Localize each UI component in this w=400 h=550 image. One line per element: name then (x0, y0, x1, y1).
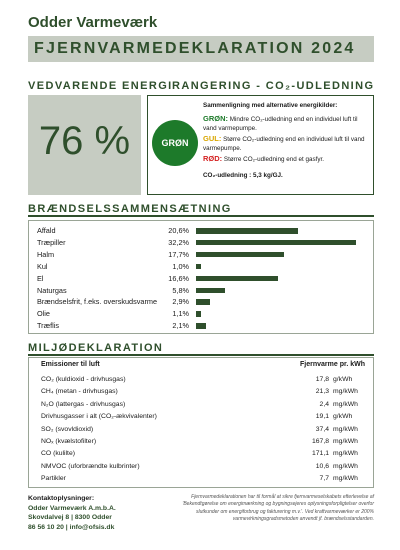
emission-label: CH₄ (metan - drivhusgas) (41, 388, 118, 396)
emission-row (29, 474, 373, 486)
emission-row (29, 449, 373, 461)
emissions-title: MILJØDEKLARATION (28, 342, 164, 354)
emission-label: SO₂ (svovldioxid) (41, 425, 94, 433)
fuel-bar (196, 264, 201, 270)
emission-label: NMVOC (uforbrændte kulbrinter) (41, 462, 140, 470)
fuel-row (29, 320, 373, 332)
fuel-row (29, 249, 373, 261)
fuel-value: 32,2% (168, 237, 189, 247)
rank-text-yellow: Større CO₂-udledning end en individuel luft til vand varmepumpe. (203, 135, 365, 153)
fuel-value: 1,1% (172, 309, 189, 319)
fuel-table (28, 220, 374, 334)
emission-value: 171,1 (311, 450, 329, 458)
fuel-bar (196, 311, 201, 317)
ranking-box (147, 95, 374, 195)
fuel-row (29, 273, 373, 285)
emission-label: Drivhusgasser i alt (CO₂-ækvivalenter) (41, 413, 157, 421)
fuel-value: 2,9% (172, 297, 189, 307)
fuel-divider (28, 215, 374, 217)
fuel-value: 17,7% (168, 249, 189, 259)
emission-unit: g/kWh (333, 413, 353, 421)
fuel-value: 16,6% (168, 273, 189, 283)
emission-label: N₂O (lattergas - drivhusgas) (41, 400, 126, 408)
emission-unit: mg/kWh (333, 475, 358, 483)
contact-line-1: Odder Varmeværk A.m.b.A. (28, 504, 116, 512)
emission-value: 21,3 (315, 388, 329, 396)
fuel-bar (196, 252, 284, 258)
fuel-name: Olie (37, 309, 50, 319)
emission-value: 37,4 (315, 425, 329, 433)
fuel-bar (196, 323, 206, 329)
green-badge: GRØN (152, 120, 198, 166)
fuel-title: BRÆNDSELSSAMMENSÆTNING (28, 203, 232, 215)
emission-unit: mg/kWh (333, 438, 358, 445)
fuel-bar (196, 228, 298, 234)
emission-value: 7,7 (319, 475, 329, 483)
emission-row (29, 400, 373, 412)
emission-value: 167,8 (311, 438, 329, 445)
emission-row (29, 387, 373, 399)
ranking-heading: Sammenligning med alternative energikilder: (203, 102, 338, 109)
contact-line-3: 86 56 10 20 | info@ofsis.dk (28, 523, 115, 531)
fuel-name: Halm (37, 249, 55, 259)
rank-item-green (203, 114, 371, 134)
emission-row (29, 425, 373, 437)
footnote: Fjernvarmedeklarationen har til formål at sikre fjernvarmeselskabets efterlevelse af 'Bekendtgørelse om energimærkning og bygningsejeres oplysningsforpligtelser overfor slutkunder om energiforbrug og fakturering m.v.'. Ved kraftvarmeværker er 200% varmevirkningsgradsmetoden anvendt jf. brændselsstandarden. (182, 494, 374, 523)
fuel-value: 5,8% (172, 285, 189, 295)
emission-unit: mg/kWh (333, 425, 358, 433)
ranking-text (203, 101, 371, 180)
emission-row (29, 412, 373, 424)
fuel-name: Naturgas (37, 285, 67, 295)
fuel-row (29, 308, 373, 320)
rank-text-red: Større CO₂-udledning end et gasfyr. (223, 155, 325, 163)
emission-row (29, 375, 373, 387)
fuel-bar (196, 288, 225, 294)
fuel-bar (196, 240, 356, 246)
rank-item-yellow (203, 134, 371, 154)
fuel-row (29, 261, 373, 273)
fuel-value: 20,6% (168, 226, 189, 235)
emission-row (29, 437, 373, 449)
contact-heading: Kontaktoplysninger: (28, 495, 95, 502)
contact-info (28, 494, 116, 532)
emissions-divider (28, 354, 374, 356)
company-name: Odder Varmeværk (28, 14, 158, 31)
rank-item-red (203, 154, 371, 165)
renewable-title: VEDVARENDE ENERGI (28, 80, 173, 92)
fuel-bar (196, 299, 210, 305)
co2-emission-line: CO₂-udledning : 5,3 kg/GJ. (203, 171, 283, 179)
fuel-value: 1,0% (172, 261, 189, 271)
rank-label-yellow: GUL: (203, 133, 222, 143)
page-title: FJERNVARMEDEKLARATION 2024 (34, 40, 356, 57)
ranking-title: RANGERING - CO₂-UDLEDNING (172, 80, 375, 92)
rank-label-green: GRØN: (203, 113, 228, 123)
emission-value: 17,8 (315, 376, 329, 383)
emission-unit: mg/kWh (333, 400, 358, 408)
emission-value: 10,6 (315, 462, 329, 470)
emission-unit: mg/kWh (333, 462, 358, 470)
fuel-row (29, 225, 373, 237)
emissions-table (28, 357, 374, 488)
emission-row (29, 462, 373, 474)
emission-label: NOₓ (kvælstofilter) (41, 438, 97, 445)
emission-label: Partikler (41, 475, 66, 483)
emissions-col-left: Emissioner til luft (41, 361, 100, 368)
fuel-bar (196, 276, 278, 282)
fuel-row (29, 237, 373, 249)
rank-text-green: Mindre CO₂-udledning end en individuel luft til vand varmepumpe. (203, 115, 358, 133)
emission-unit: g/kWh (333, 376, 353, 383)
rank-label-red: RØD: (203, 153, 223, 163)
emission-label: CO (kulilte) (41, 450, 75, 458)
fuel-name: Kul (37, 261, 48, 271)
renewable-box (28, 95, 141, 195)
fuel-row (29, 285, 373, 297)
emission-unit: mg/kWh (333, 450, 358, 458)
emissions-col-right: Fjernvarme pr. kWh (300, 361, 365, 368)
fuel-name: Træpiller (37, 237, 66, 247)
emission-label: CO₂ (kuldioxid - drivhusgas) (41, 376, 126, 383)
fuel-name: El (37, 273, 44, 283)
fuel-row (29, 296, 373, 308)
emission-unit: mg/kWh (333, 388, 358, 396)
emissions-header (29, 361, 373, 371)
fuel-value: 2,1% (172, 321, 189, 331)
renewable-value: 76 % (38, 119, 131, 163)
emission-value: 2,4 (319, 400, 329, 408)
fuel-name: Affald (37, 226, 56, 235)
fuel-name: Træflis (37, 321, 60, 331)
contact-line-2: Skovdalvej 8 | 8300 Odder (28, 514, 112, 522)
title-banner (28, 36, 374, 62)
emission-value: 19,1 (315, 413, 329, 421)
fuel-name: Brændselsfrit, f.eks. overskudsvarme (37, 297, 158, 307)
